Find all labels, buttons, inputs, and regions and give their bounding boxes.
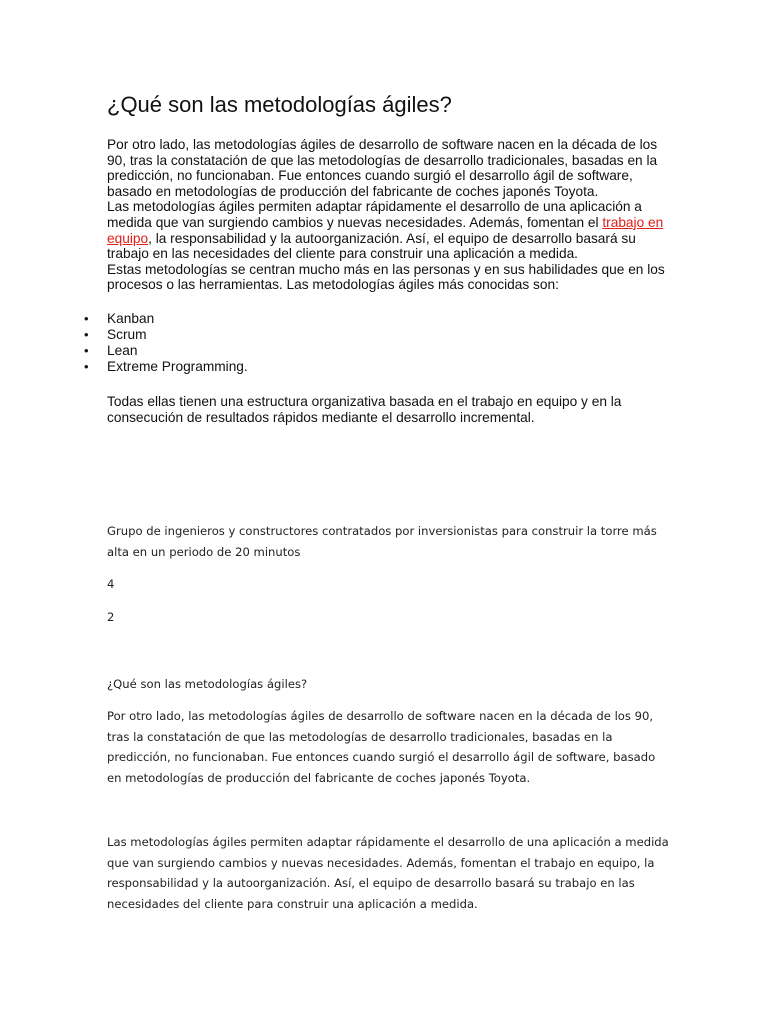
paragraph-adaptation-repeat: Las metodologías ágiles permiten adaptar rápidamente el desarrollo de una aplicación a medida que van surgiendo cambios y nuevas necesidades. Además, fomentan el trabajo en equipo, la responsabilidad y la autoorganización. Así, el equipo de desarrollo basará su trabajo en las necesidades del cliente para construir una aplicación a medida. <box>107 835 669 911</box>
paragraph-adaptation <box>107 199 667 261</box>
list-item <box>80 343 248 359</box>
list-item-label: Lean <box>107 343 138 358</box>
paragraph-summary: Todas ellas tienen una estructura organizativa basada en el trabajo en equipo y en la consecución de resultados rápidos mediante el desarrollo incremental. <box>107 394 622 425</box>
bullet-icon: • <box>84 311 89 326</box>
group-description: Grupo de ingenieros y constructores contratados por inversionistas para construir la torre más alta en un periodo de 20 minutos <box>107 524 657 559</box>
trabajo-en-equipo-link[interactable]: trabajo en equipo <box>107 214 664 246</box>
page-title: ¿Qué son las metodologías ágiles? <box>107 92 452 117</box>
bullet-icon: • <box>84 343 89 358</box>
number-four: 4 <box>107 577 115 591</box>
list-item <box>80 311 248 327</box>
list-item <box>80 359 248 375</box>
section-heading: ¿Qué son las metodologías ágiles? <box>107 677 308 691</box>
bullet-icon: • <box>84 327 89 342</box>
paragraph-people: Estas metodologías se centran mucho más en las personas y en sus habilidades que en los procesos o las herramientas. Las metodologías ágiles más conocidas son: <box>107 261 665 293</box>
number-two: 2 <box>107 610 115 624</box>
methodologies-list <box>80 311 248 375</box>
paragraph-origins-repeat: Por otro lado, las metodologías ágiles de desarrollo de software nacen en la década de los 90, tras la constatación de que las metodologías de desarrollo tradicionales, basadas en la predicción, no funcionaban. Fue entonces cuando surgió el desarrollo ágil de software, basado en metodologías de producción del fabricante de coches japonés Toyota. <box>107 709 656 785</box>
list-item <box>80 327 248 343</box>
paragraph-adaptation-end: , la responsabilidad y la autoorganización. Así, el equipo de desarrollo basará su trabajo en las necesidades del cliente para construir una aplicación a medida. <box>107 230 636 262</box>
list-item-label: Kanban <box>107 311 155 326</box>
bullet-icon: • <box>84 359 89 374</box>
intro-text <box>107 137 667 293</box>
list-item-label: Scrum <box>107 327 147 342</box>
list-item-label: Extreme Programming. <box>107 359 248 374</box>
paragraph-origins: Por otro lado, las metodologías ágiles de desarrollo de software nacen en la década de los 90, tras la constatación de que las metodologías de desarrollo tradicionales, basadas en la predicción, no funcionaban. Fue entonces cuando surgió el desarrollo ágil de software, basado en metodologías de producción del fabricante de coches japonés Toyota. <box>107 137 658 199</box>
paragraph-adaptation-start: Las metodologías ágiles permiten adaptar rápidamente el desarrollo de una aplicación a medida que van surgiendo cambios y nuevas necesidades. Además, fomentan el <box>107 199 642 230</box>
